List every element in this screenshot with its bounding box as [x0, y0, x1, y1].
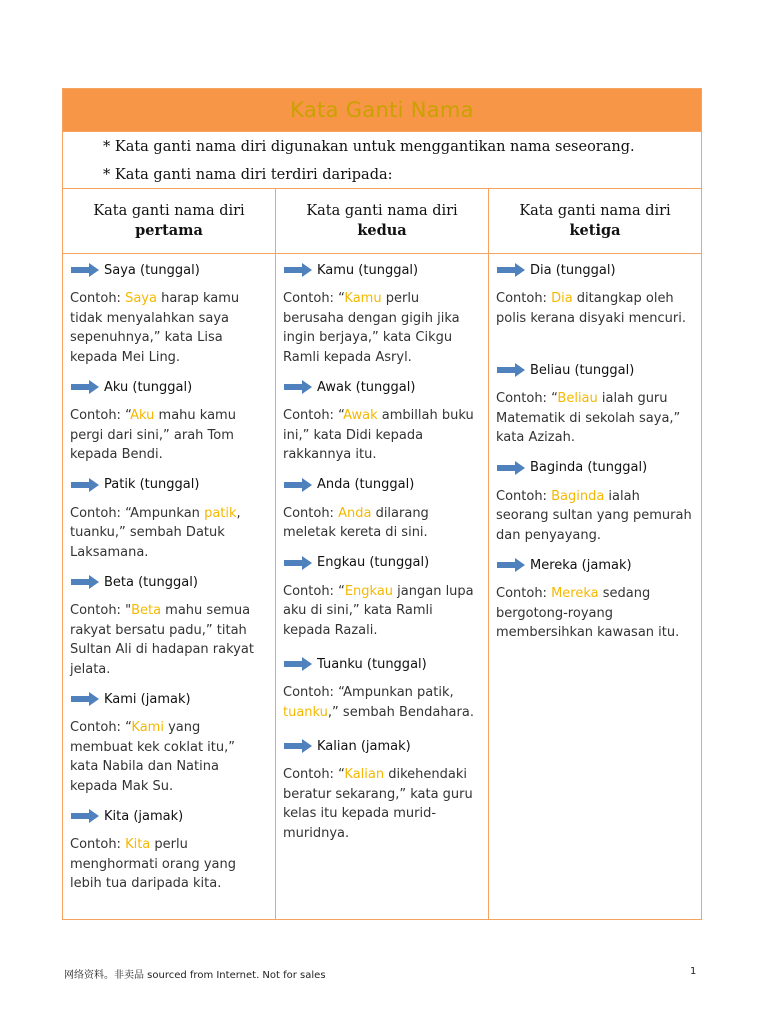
arrow-right-icon	[70, 809, 100, 823]
example-sentence	[496, 389, 693, 448]
example-sentence	[283, 683, 480, 722]
pronoun-label: Kalian (jamak)	[317, 738, 411, 754]
pronoun-label: Awak (tunggal)	[317, 379, 416, 395]
example-sentence	[70, 601, 267, 679]
example-prefix: Contoh: “Ampunkan	[70, 505, 205, 521]
pronoun-label: Kamu (tunggal)	[317, 262, 419, 278]
example-suffix: ,” sembah Bendahara.	[327, 704, 474, 720]
columns	[63, 189, 701, 920]
example-suffix: ialah guru Matematik di sekolah saya,” kata Azizah.	[496, 391, 681, 445]
example-sentence	[283, 406, 480, 465]
highlighted-pronoun: Kita	[125, 837, 151, 852]
example-suffix: yang membuat kek coklat itu,” kata Nabila dan Natina kepada Mak Su.	[70, 720, 235, 794]
pronoun-entry	[496, 458, 693, 546]
column-header-line: Kata ganti nama diri	[519, 203, 671, 219]
example-suffix: ambillah buku ini,” kata Didi kepada rakkannya itu.	[283, 408, 474, 462]
example-sentence	[283, 765, 480, 843]
pronoun-heading	[283, 377, 480, 397]
intro-line-1: * Kata ganti nama diri digunakan untuk menggantikan nama seseorang.	[103, 139, 635, 155]
pronoun-heading	[496, 555, 693, 575]
pronoun-entry	[70, 475, 267, 563]
arrow-right-icon	[283, 478, 313, 492]
intro-line-2: * Kata ganti nama diri terdiri daripada:	[103, 167, 393, 183]
pronoun-entry	[496, 555, 693, 643]
page-title: Kata Ganti Nama	[290, 98, 474, 122]
arrow-right-icon	[70, 263, 100, 277]
example-prefix: Contoh:	[496, 291, 552, 306]
pronoun-heading	[70, 475, 267, 495]
arrow-right-icon	[70, 478, 100, 492]
example-suffix: ditangkap oleh polis kerana disyaki mencuri.	[496, 291, 686, 326]
pronoun-label: Engkau (tunggal)	[317, 555, 430, 570]
example-suffix: dikehendaki beratur sekarang,” kata guru kelas itu kepada murid-muridnya.	[283, 767, 473, 841]
example-suffix: , tuanku,” sembah Datuk Laksamana.	[70, 505, 241, 560]
pronoun-entry	[283, 736, 480, 843]
example-prefix: Contoh:	[496, 586, 552, 601]
pronoun-heading	[70, 260, 267, 280]
title-bar	[63, 89, 701, 132]
pronoun-heading	[70, 806, 267, 826]
example-prefix: Contoh:	[70, 291, 126, 306]
column-header-line: Kata ganti nama diri	[93, 203, 245, 219]
arrow-right-icon	[283, 739, 313, 753]
highlighted-pronoun: Kami	[131, 720, 164, 735]
arrow-right-icon	[70, 575, 100, 589]
example-prefix: Contoh: “Ampunkan patik,	[283, 685, 454, 700]
arrow-right-icon	[496, 263, 526, 277]
example-prefix: Contoh: “	[283, 408, 344, 423]
column-header-person: ketiga	[569, 222, 621, 239]
pronoun-label: Beliau (tunggal)	[530, 362, 635, 378]
page-number: 1	[690, 966, 697, 977]
arrow-right-icon	[283, 263, 313, 277]
arrow-right-icon	[496, 461, 526, 475]
pronoun-entry	[283, 260, 480, 367]
pronoun-entry	[283, 654, 480, 722]
pronoun-heading	[70, 377, 267, 397]
highlighted-pronoun: Beta	[131, 603, 162, 618]
highlighted-pronoun: Anda	[338, 505, 372, 521]
example-sentence	[496, 584, 693, 643]
pronoun-heading	[496, 360, 693, 380]
example-sentence	[70, 504, 267, 563]
pronoun-heading	[283, 553, 480, 573]
example-suffix: perlu menghormati orang yang lebih tua daripada kita.	[70, 837, 236, 891]
arrow-right-icon	[496, 363, 526, 377]
highlighted-pronoun: Kalian	[344, 767, 385, 782]
pronoun-entry	[70, 806, 267, 894]
example-sentence	[70, 835, 267, 894]
pronoun-heading	[283, 475, 480, 495]
pronoun-entry	[283, 475, 480, 543]
pronoun-heading	[283, 260, 480, 280]
example-prefix: Contoh: “	[283, 583, 345, 599]
arrow-right-icon	[283, 556, 313, 570]
example-sentence	[283, 289, 480, 367]
example-prefix: Contoh: “	[70, 408, 131, 423]
example-prefix: Contoh: “	[496, 391, 558, 406]
example-prefix: Contoh:	[496, 488, 552, 504]
column-header	[276, 189, 488, 254]
column-header	[63, 189, 275, 254]
highlighted-pronoun: Kamu	[344, 291, 382, 306]
column-body	[489, 254, 701, 653]
pronoun-table	[62, 88, 702, 920]
pronoun-label: Anda (tunggal)	[317, 477, 415, 492]
pronoun-entry	[283, 377, 480, 465]
pronoun-label: Tuanku (tunggal)	[317, 656, 427, 672]
example-suffix: harap kamu tidak menyalahkan saya sepenuhnya,” kata Lisa kepada Mei Ling.	[70, 291, 240, 365]
highlighted-pronoun: Mereka	[551, 586, 599, 601]
example-suffix: mahu semua rakyat bersatu padu,” titah Sultan Ali di hadapan rakyat jelata.	[70, 603, 254, 677]
arrow-right-icon	[283, 380, 313, 394]
pronoun-label: Saya (tunggal)	[104, 262, 200, 278]
pronoun-entry	[70, 572, 267, 679]
pronoun-label: Aku (tunggal)	[104, 379, 193, 395]
highlighted-pronoun: Baginda	[551, 488, 605, 504]
example-sentence	[70, 289, 267, 367]
highlighted-pronoun: Awak	[343, 408, 378, 423]
example-prefix: Contoh:	[70, 837, 126, 852]
highlighted-pronoun: patik	[204, 505, 237, 521]
pronoun-label: Patik (tunggal)	[104, 477, 200, 492]
column-body	[63, 254, 275, 904]
pronoun-entry	[496, 360, 693, 448]
footer-note: 网络资料。非卖品 sourced from Internet. Not for sales	[64, 970, 326, 981]
example-prefix: Contoh:	[283, 505, 339, 521]
example-sentence	[496, 487, 693, 546]
example-sentence	[496, 289, 693, 328]
highlighted-pronoun: Aku	[130, 408, 155, 423]
pronoun-entry	[496, 260, 693, 328]
example-sentence	[70, 406, 267, 465]
pronoun-entry	[70, 689, 267, 796]
pronoun-entry	[70, 377, 267, 465]
arrow-right-icon	[283, 657, 313, 671]
arrow-right-icon	[496, 558, 526, 572]
example-prefix: Contoh: “	[70, 720, 132, 735]
pronoun-label: Dia (tunggal)	[530, 262, 616, 278]
example-suffix: sedang bergotong-royang membersihkan kawasan itu.	[496, 586, 680, 640]
pronoun-heading	[283, 654, 480, 674]
highlighted-pronoun: tuanku	[283, 704, 328, 720]
column-ketiga	[489, 189, 701, 920]
highlighted-pronoun: Saya	[125, 291, 157, 306]
pronoun-label: Mereka (jamak)	[530, 557, 632, 573]
pronoun-entry	[70, 260, 267, 367]
example-suffix: dilarang meletak kereta di sini.	[283, 505, 429, 540]
column-pertama	[63, 189, 276, 920]
example-sentence	[283, 582, 480, 641]
pronoun-heading	[70, 572, 267, 592]
pronoun-label: Kita (jamak)	[104, 808, 184, 824]
column-kedua	[276, 189, 489, 920]
column-header-line: Kata ganti nama diri	[306, 203, 458, 219]
pronoun-label: Baginda (tunggal)	[530, 460, 648, 475]
arrow-right-icon	[70, 380, 100, 394]
example-prefix: Contoh: "	[70, 603, 132, 618]
example-suffix: ialah seorang sultan yang pemurah dan penyayang.	[496, 488, 692, 543]
pronoun-label: Kami (jamak)	[104, 691, 191, 707]
arrow-right-icon	[70, 692, 100, 706]
example-sentence	[283, 504, 480, 543]
column-header-person: pertama	[135, 222, 203, 239]
example-suffix: mahu kamu pergi dari sini,” arah Tom kepada Bendi.	[70, 408, 236, 462]
highlighted-pronoun: Engkau	[344, 583, 394, 599]
highlighted-pronoun: Dia	[551, 291, 573, 306]
pronoun-heading	[496, 458, 693, 478]
example-prefix: Contoh: “	[283, 767, 345, 782]
example-suffix: perlu berusaha dengan gigih jika ingin berjaya,” kata Cikgu Ramli kepada Asryl.	[283, 291, 460, 365]
column-header	[489, 189, 701, 254]
example-suffix: jangan lupa aku di sini,” kata Ramli kepada Razali.	[283, 583, 474, 638]
example-sentence	[70, 718, 267, 796]
highlighted-pronoun: Beliau	[557, 391, 598, 406]
pronoun-entry	[283, 553, 480, 641]
intro-block	[63, 132, 701, 189]
column-body	[276, 254, 488, 853]
column-header-person: kedua	[357, 222, 407, 239]
pronoun-heading	[70, 689, 267, 709]
example-prefix: Contoh: “	[283, 291, 345, 306]
pronoun-label: Beta (tunggal)	[104, 574, 198, 590]
pronoun-heading	[283, 736, 480, 756]
pronoun-heading	[496, 260, 693, 280]
